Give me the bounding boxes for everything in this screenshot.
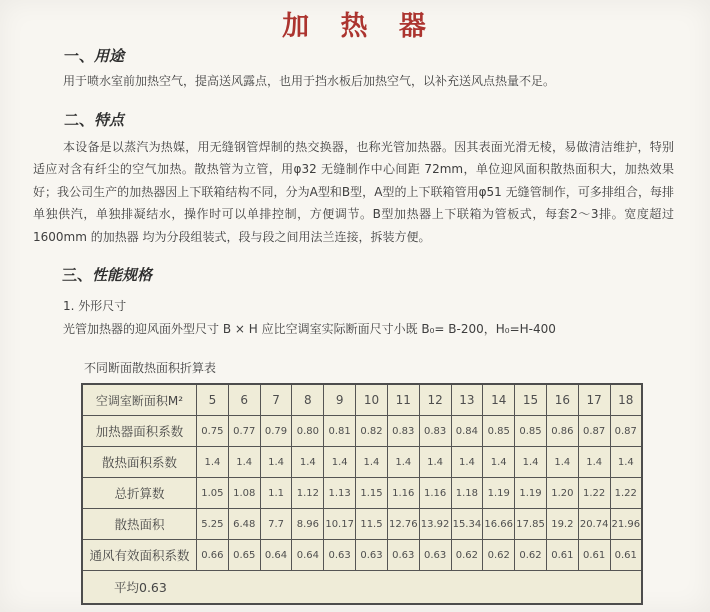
table-cell: 0.62 <box>483 540 515 571</box>
table-cell: 1.22 <box>578 478 610 509</box>
table-column-header: 12 <box>419 384 451 416</box>
table-cell: 0.85 <box>515 416 547 447</box>
heading-number: 一、 <box>64 47 95 65</box>
table-cell: 13.92 <box>419 509 451 540</box>
table-cell: 0.84 <box>451 416 483 447</box>
heading-number: 三、 <box>62 266 93 284</box>
table-column-header: 16 <box>546 384 578 416</box>
table-cell: 1.4 <box>451 447 483 478</box>
table-cell: 0.82 <box>356 416 388 447</box>
table-row-label: 通风有效面积系数 <box>82 540 197 571</box>
table-cell: 1.22 <box>610 478 642 509</box>
table-cell: 1.4 <box>387 447 419 478</box>
features-paragraph: 本设备是以蒸汽为热媒，用无缝钢管焊制的热交换器，也称光管加热器。因其表面光滑无棱，易做清洁维护，特别适应对含有纤尘的空气加热。散热管为立管，用φ32 无缝制作中心间距 72mm，单位迎风面积散热面积大，加热效果好；我公司生产的加热器因上下联箱结构不同，分为A型和B型，A型的上下联箱管用φ51 无缝管制作，可多排组合，每排单独供汽，单独排凝结水，操作时可以单排控制，方便调节。B型加热器上下联箱为管板式，每套2～3排。宽度超过 1600mm 的加热器 均为分段组装式，段与段之间用法兰连接，拆装方便。 <box>33 140 674 244</box>
specs-dimension-note: 光管加热器的迎风面外型尺寸 B × H 应比空调室实际断面尺寸小既 B₀= B-200，H₀=H-400 <box>63 322 556 336</box>
table-column-header: 17 <box>578 384 610 416</box>
table-column-header: 13 <box>451 384 483 416</box>
table-cell: 0.63 <box>324 540 356 571</box>
table-cell: 1.13 <box>324 478 356 509</box>
table-cell: 0.62 <box>451 540 483 571</box>
table-row <box>82 447 642 478</box>
table-column-header: 5 <box>197 384 229 416</box>
table-cell: 19.2 <box>546 509 578 540</box>
table-cell: 0.62 <box>515 540 547 571</box>
table-cell: 0.83 <box>419 416 451 447</box>
section-heading-usage <box>64 45 124 66</box>
table-row <box>82 540 642 571</box>
table-cell: 1.08 <box>228 478 260 509</box>
table-cell: 1.16 <box>387 478 419 509</box>
table-column-header: 10 <box>356 384 388 416</box>
table-cell: 0.61 <box>578 540 610 571</box>
table-cell: 0.86 <box>546 416 578 447</box>
table-cell: 1.4 <box>515 447 547 478</box>
table-cell: 1.4 <box>228 447 260 478</box>
table-cell: 17.85 <box>515 509 547 540</box>
table-cell: 0.83 <box>387 416 419 447</box>
table-cell: 7.7 <box>260 509 292 540</box>
heading-number: 二、 <box>64 111 95 129</box>
table-cell: 20.74 <box>578 509 610 540</box>
table-cell: 1.1 <box>260 478 292 509</box>
table-cell: 0.64 <box>260 540 292 571</box>
table-cell: 1.4 <box>578 447 610 478</box>
table-header-row <box>82 384 642 416</box>
table-cell: 1.20 <box>546 478 578 509</box>
table-cell: 1.4 <box>356 447 388 478</box>
table-cell: 0.63 <box>356 540 388 571</box>
specs-subheading-dimensions: 1. 外形尺寸 <box>63 299 127 313</box>
table-column-header: 8 <box>292 384 324 416</box>
table-cell: 1.4 <box>197 447 229 478</box>
table-corner-label: 空调室断面积M² <box>82 384 197 416</box>
table-cell: 12.76 <box>387 509 419 540</box>
heading-text: 用途 <box>94 47 125 65</box>
table-cell: 0.66 <box>197 540 229 571</box>
table-cell: 1.4 <box>260 447 292 478</box>
table-cell: 11.5 <box>356 509 388 540</box>
table-cell: 15.34 <box>451 509 483 540</box>
table-column-header: 9 <box>324 384 356 416</box>
table-cell: 0.85 <box>483 416 515 447</box>
table-cell: 1.4 <box>546 447 578 478</box>
table-row <box>82 416 642 447</box>
table-cell: 5.25 <box>197 509 229 540</box>
table-cell: 0.79 <box>260 416 292 447</box>
table-cell: 1.4 <box>610 447 642 478</box>
table-cell: 0.77 <box>228 416 260 447</box>
table-caption: 不同断面散热面积折算表 <box>84 361 217 375</box>
table-cell: 0.63 <box>419 540 451 571</box>
table-row-label: 散热面积 <box>82 509 197 540</box>
table-cell: 0.81 <box>324 416 356 447</box>
table-row-label: 总折算数 <box>82 478 197 509</box>
section-heading-specs <box>62 264 152 285</box>
page-title: 加 热 器 <box>282 11 428 42</box>
table-cell: 21.96 <box>610 509 642 540</box>
table-cell: 10.17 <box>324 509 356 540</box>
table-column-header: 15 <box>515 384 547 416</box>
usage-paragraph: 用于喷水室前加热空气，提高送风露点，也用于挡水板后加热空气，以补充送风点热量不足。 <box>63 74 556 88</box>
heading-text: 性能规格 <box>92 266 153 284</box>
table-cell: 1.05 <box>197 478 229 509</box>
table-row <box>82 509 642 540</box>
table-cell: 0.64 <box>292 540 324 571</box>
table-cell: 1.18 <box>451 478 483 509</box>
table-cell: 1.15 <box>356 478 388 509</box>
table-cell: 0.75 <box>197 416 229 447</box>
table-cell: 1.4 <box>483 447 515 478</box>
table-cell: 0.87 <box>578 416 610 447</box>
section-heading-features <box>64 109 124 130</box>
table-column-header: 7 <box>260 384 292 416</box>
table-footer-row <box>82 571 642 605</box>
table-cell: 1.19 <box>515 478 547 509</box>
table-cell: 0.61 <box>546 540 578 571</box>
table-row-label: 散热面积系数 <box>82 447 197 478</box>
heading-text: 特点 <box>94 111 125 129</box>
conversion-table <box>81 383 643 605</box>
table-cell: 6.48 <box>228 509 260 540</box>
table-column-header: 14 <box>483 384 515 416</box>
table-cell: 16.66 <box>483 509 515 540</box>
table-column-header: 11 <box>387 384 419 416</box>
table-cell: 1.12 <box>292 478 324 509</box>
table-cell: 1.4 <box>419 447 451 478</box>
table-cell: 0.87 <box>610 416 642 447</box>
table-column-header: 6 <box>228 384 260 416</box>
table-cell: 1.4 <box>292 447 324 478</box>
table-cell: 0.63 <box>387 540 419 571</box>
table-column-header: 18 <box>610 384 642 416</box>
table-row <box>82 478 642 509</box>
table-cell: 0.65 <box>228 540 260 571</box>
table-footer-average: 平均0.63 <box>82 571 642 605</box>
table-row-label: 加热器面积系数 <box>82 416 197 447</box>
table-cell: 0.80 <box>292 416 324 447</box>
table-cell: 1.4 <box>324 447 356 478</box>
table-cell: 0.61 <box>610 540 642 571</box>
table-cell: 1.19 <box>483 478 515 509</box>
table-cell: 8.96 <box>292 509 324 540</box>
table-cell: 1.16 <box>419 478 451 509</box>
